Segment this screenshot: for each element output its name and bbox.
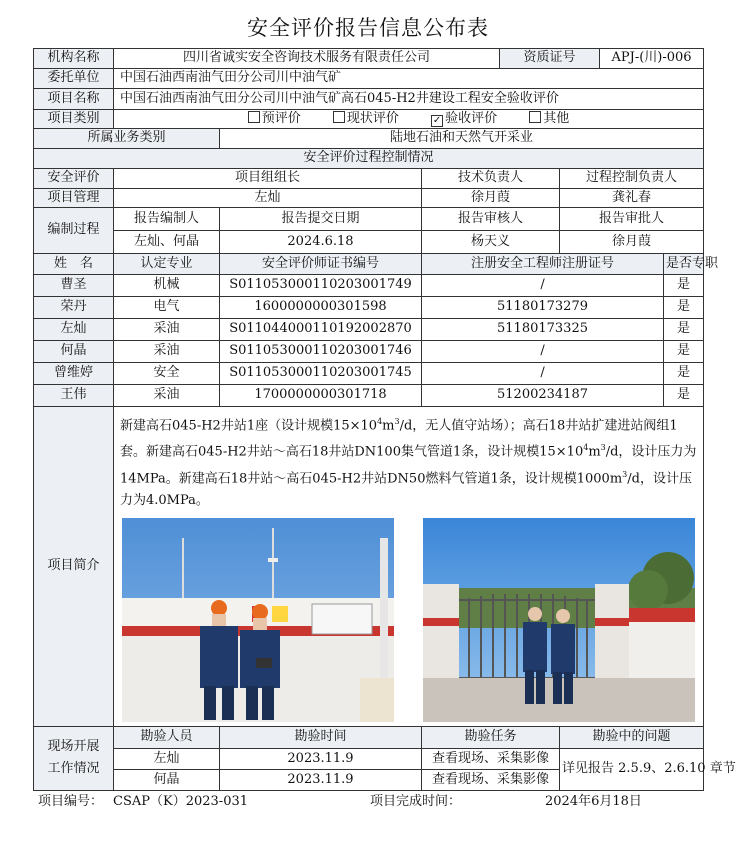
mgmt-col-process: 过程控制负责人 (560, 169, 704, 189)
site-person: 左灿 (114, 748, 220, 769)
site-date: 2023.11.9 (220, 748, 422, 769)
staff-reg: / (422, 363, 664, 385)
mgmt-val-process: 龚礼春 (560, 189, 704, 208)
site-col-person: 勘验人员 (114, 726, 220, 748)
org-value: 四川省诚实安全咨询技术服务有限责任公司 (114, 49, 500, 69)
site-task: 查看现场、采集影像 (422, 748, 560, 769)
compile-col-date: 报告提交日期 (220, 208, 422, 231)
project-number (38, 790, 248, 809)
staff-major: 机械 (114, 275, 220, 297)
option-status-eval[interactable]: 现状评价 (333, 111, 399, 126)
staff-fulltime: 是 (664, 341, 704, 363)
checkbox-icon[interactable] (333, 111, 345, 123)
compile-val-approver: 徐月葭 (560, 231, 704, 254)
business-label: 所属业务类别 (34, 129, 220, 149)
site-issue: 详见报告 2.5.9、2.6.10 章节 (560, 748, 704, 790)
page-title: 安全评价报告信息公布表 (247, 16, 489, 40)
staff-fulltime: 是 (664, 275, 704, 297)
checkbox-icon[interactable] (248, 111, 260, 123)
staff-reg: 51200234187 (422, 385, 664, 407)
staff-major: 采油 (114, 385, 220, 407)
client-label: 委托单位 (34, 69, 114, 89)
staff-name: 曾维婷 (34, 363, 114, 385)
compile-col-approver: 报告审批人 (560, 208, 704, 231)
process-header: 安全评价过程控制情况 (34, 149, 704, 169)
compile-col-reviewer: 报告审核人 (422, 208, 560, 231)
compile-label: 编制过程 (34, 208, 114, 254)
table-row (34, 297, 704, 319)
site-photo-1 (122, 518, 394, 722)
table-row (34, 341, 704, 363)
intro-content (114, 407, 704, 727)
option-acceptance-eval[interactable]: ✓ 验收评价 (432, 111, 498, 126)
project-type-label: 项目类别 (34, 110, 114, 129)
compile-val-author: 左灿、何晶 (114, 231, 220, 254)
table-row (34, 385, 704, 407)
site-person: 何晶 (114, 769, 220, 790)
staff-major: 电气 (114, 297, 220, 319)
intro-paragraph: 新建高石045-H2井站1座（设计规模$15\times 10^4m^3/d$，无人值守站场）；高石18井站扩建进站阀组1套。新建高石045-H2井站～高石18井站DN100集气管道1条，设计规模$15\times 10^4m^3/d$，设计压力为14MPa。新建高石18井站～高石045-H2井站DN50燃料气管道1条，设计规模$1000m^3/d$，设计压力为4.0MPa。 (120, 417, 697, 508)
staff-major: 采油 (114, 341, 220, 363)
staff-fulltime: 是 (664, 297, 704, 319)
staff-header-fulltime: 是否专职 (664, 254, 704, 275)
staff-header-cert: 安全评价师证书编号 (220, 254, 422, 275)
staff-name: 左灿 (34, 319, 114, 341)
staff-reg: 51180173279 (422, 297, 664, 319)
table-row (34, 275, 704, 297)
staff-cert: 1600000000301598 (220, 297, 422, 319)
client-value: 中国石油西南油气田分公司川中油气矿 (114, 69, 704, 89)
compile-val-reviewer: 杨天义 (422, 231, 560, 254)
option-other[interactable]: 其他 (529, 111, 569, 126)
staff-major: 采油 (114, 319, 220, 341)
intro-label: 项目简介 (34, 407, 114, 727)
org-label: 机构名称 (34, 49, 114, 69)
site-date: 2023.11.9 (220, 769, 422, 790)
staff-reg: 51180173325 (422, 319, 664, 341)
checkbox-checked-icon[interactable]: ✓ (432, 115, 442, 126)
option-pre-eval[interactable]: 预评价 (248, 111, 301, 126)
site-label: 现场开展 工作情况 (34, 726, 114, 790)
staff-major: 安全 (114, 363, 220, 385)
project-type-options (114, 110, 704, 129)
staff-cert: S011053000110203001746 (220, 341, 422, 363)
staff-fulltime: 是 (664, 363, 704, 385)
project-name-value: 中国石油西南油气田分公司川中油气矿高石045-H2井建设工程安全验收评价 (114, 89, 704, 110)
staff-header-major: 认定专业 (114, 254, 220, 275)
business-value: 陆地石油和天然气开采业 (220, 129, 704, 149)
site-task: 查看现场、采集影像 (422, 769, 560, 790)
mgmt-val-tech: 徐月葭 (422, 189, 560, 208)
info-table (33, 48, 736, 791)
staff-fulltime: 是 (664, 319, 704, 341)
table-row (34, 319, 704, 341)
mgmt-col-leader: 项目组组长 (114, 169, 422, 189)
staff-reg: / (422, 341, 664, 363)
mgmt-val-leader: 左灿 (114, 189, 422, 208)
management-label-2: 项目管理 (34, 189, 114, 208)
site-col-date: 勘验时间 (220, 726, 422, 748)
project-finish-date: 2024年6月18日 (545, 794, 642, 809)
compile-col-author: 报告编制人 (114, 208, 220, 231)
staff-reg: / (422, 275, 664, 297)
staff-cert: 1700000000301718 (220, 385, 422, 407)
management-label-1: 安全评价 (34, 169, 114, 189)
project-name-label: 项目名称 (34, 89, 114, 110)
cert-label: 资质证号 (500, 49, 600, 69)
project-finish-label: 项目完成时间： (370, 794, 462, 809)
site-col-task: 勘验任务 (422, 726, 560, 748)
checkbox-icon[interactable] (529, 111, 541, 123)
cert-value: APJ-(川)-006 (600, 49, 704, 69)
staff-name: 何晶 (34, 341, 114, 363)
mgmt-col-tech: 技术负责人 (422, 169, 560, 189)
table-row (34, 748, 704, 769)
table-row (34, 363, 704, 385)
site-col-issue: 勘验中的问题 (560, 726, 704, 748)
project-no-value: CSAP（K）2023-031 (113, 794, 249, 809)
staff-name: 曹圣 (34, 275, 114, 297)
staff-header-reg: 注册安全工程师注册证号 (422, 254, 664, 275)
staff-cert: S011053000110203001745 (220, 363, 422, 385)
staff-header-name: 姓 名 (34, 254, 114, 275)
staff-name: 王伟 (34, 385, 114, 407)
project-no-label: 项目编号： (38, 794, 104, 809)
staff-cert: S011044000110192002870 (220, 319, 422, 341)
staff-name: 荣丹 (34, 297, 114, 319)
staff-cert: S011053000110203001749 (220, 275, 422, 297)
site-photo-2 (423, 518, 695, 722)
staff-fulltime: 是 (664, 385, 704, 407)
compile-val-date: 2024.6.18 (220, 231, 422, 254)
